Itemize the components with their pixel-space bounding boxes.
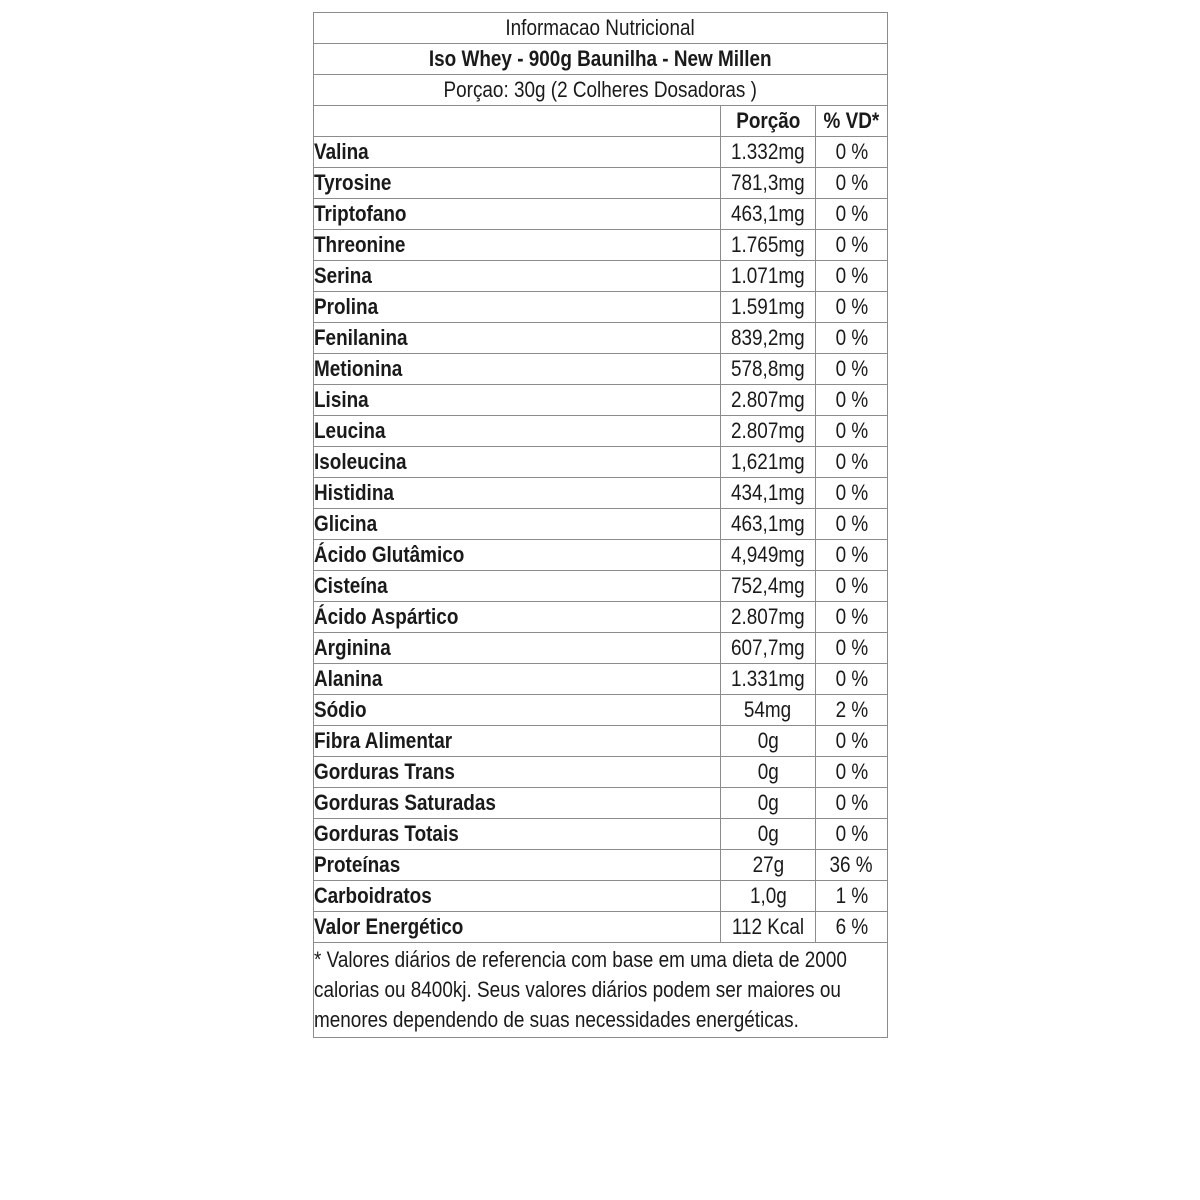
- footnote-text: * Valores diários de referencia com base em uma dieta de 2000 calorias ou 8400kj. Seus valores diários podem ser maiores ou menores dependendo de suas necessidades energéticas.: [314, 947, 847, 1032]
- nutrient-name: Glicina: [314, 511, 378, 536]
- nutrient-amount: 463,1mg: [731, 511, 805, 536]
- nutrient-dv: 0 %: [835, 604, 868, 629]
- nutrient-dv: 0 %: [835, 511, 868, 536]
- nutrient-name: Gorduras Trans: [314, 759, 455, 784]
- nutrient-dv: 0 %: [835, 418, 868, 443]
- nutrient-name: Valina: [314, 139, 369, 164]
- nutrient-amount-cell: [721, 602, 816, 633]
- table-row: [314, 385, 888, 416]
- nutrient-name-cell: [314, 261, 721, 292]
- nutrient-name-cell: [314, 912, 721, 943]
- column-header-row: [314, 106, 888, 137]
- nutrient-amount-cell: [721, 819, 816, 850]
- nutrient-amount-cell: [721, 726, 816, 757]
- nutrient-amount: 607,7mg: [731, 635, 805, 660]
- nutrient-dv: 0 %: [835, 573, 868, 598]
- nutrient-amount-cell: [721, 478, 816, 509]
- nutrient-amount-cell: [721, 664, 816, 695]
- nutrient-name: Gorduras Totais: [314, 821, 459, 846]
- nutrition-table-body: [314, 13, 888, 1038]
- nutrient-name-cell: [314, 757, 721, 788]
- nutrient-amount: 752,4mg: [731, 573, 805, 598]
- title-row: [314, 13, 888, 44]
- nutrient-dv: 0 %: [835, 294, 868, 319]
- nutrient-amount-cell: [721, 571, 816, 602]
- nutrient-name: Fenilanina: [314, 325, 408, 350]
- nutrient-amount-cell: [721, 912, 816, 943]
- nutrient-dv: 0 %: [835, 480, 868, 505]
- nutrient-amount: 1.765mg: [731, 232, 805, 257]
- table-row: [314, 137, 888, 168]
- table-row: [314, 664, 888, 695]
- nutrient-name-cell: [314, 850, 721, 881]
- nutrient-dv: 0 %: [835, 356, 868, 381]
- nutrient-name-cell: [314, 354, 721, 385]
- table-row: [314, 881, 888, 912]
- nutrient-dv: 0 %: [835, 542, 868, 567]
- nutrient-name-cell: [314, 478, 721, 509]
- nutrient-amount-cell: [721, 757, 816, 788]
- nutrient-amount: 0g: [757, 728, 779, 753]
- table-row: [314, 819, 888, 850]
- title-cell: [314, 13, 888, 44]
- nutrient-dv-cell: [816, 912, 888, 943]
- nutrition-facts-table: [313, 12, 888, 1038]
- nutrient-amount-cell: [721, 137, 816, 168]
- table-row: [314, 478, 888, 509]
- nutrient-amount: 1.071mg: [731, 263, 805, 288]
- nutrient-dv: 0 %: [835, 635, 868, 660]
- nutrient-name: Lisina: [314, 387, 369, 412]
- nutrient-amount: 2.807mg: [731, 387, 805, 412]
- table-row: [314, 261, 888, 292]
- nutrient-dv: 0 %: [835, 325, 868, 350]
- product-name: Iso Whey - 900g Baunilha - New Millen: [429, 46, 772, 71]
- nutrient-name-cell: [314, 416, 721, 447]
- nutrient-dv-cell: [816, 168, 888, 199]
- nutrient-dv-cell: [816, 726, 888, 757]
- nutrient-amount: 839,2mg: [731, 325, 805, 350]
- nutrient-name: Histidina: [314, 480, 394, 505]
- nutrient-dv: 0 %: [835, 263, 868, 288]
- nutrient-amount: 54mg: [744, 697, 792, 722]
- nutrient-amount: 0g: [757, 759, 779, 784]
- nutrient-dv: 0 %: [835, 759, 868, 784]
- nutrient-name: Isoleucina: [314, 449, 407, 474]
- nutrient-dv-cell: [816, 788, 888, 819]
- table-row: [314, 509, 888, 540]
- label-title: Informacao Nutricional: [505, 15, 696, 40]
- header-blank-cell: [314, 106, 721, 137]
- nutrient-dv: 0 %: [835, 728, 868, 753]
- nutrient-amount: 0g: [757, 790, 779, 815]
- nutrient-name: Proteínas: [314, 852, 401, 877]
- nutrient-name: Gorduras Saturadas: [314, 790, 496, 815]
- nutrient-name: Alanina: [314, 666, 383, 691]
- nutrient-dv-cell: [816, 540, 888, 571]
- table-row: [314, 571, 888, 602]
- nutrient-dv: 2 %: [835, 697, 868, 722]
- nutrient-dv-cell: [816, 633, 888, 664]
- table-row: [314, 788, 888, 819]
- nutrient-dv-cell: [816, 323, 888, 354]
- table-row: [314, 912, 888, 943]
- nutrient-name-cell: [314, 509, 721, 540]
- table-row: [314, 354, 888, 385]
- nutrient-name-cell: [314, 199, 721, 230]
- nutrient-amount-cell: [721, 168, 816, 199]
- nutrient-dv: 0 %: [835, 387, 868, 412]
- nutrient-dv: 0 %: [835, 201, 868, 226]
- nutrient-dv-cell: [816, 695, 888, 726]
- nutrient-name-cell: [314, 695, 721, 726]
- nutrient-dv-cell: [816, 137, 888, 168]
- nutrient-name: Valor Energético: [314, 914, 464, 939]
- nutrient-dv: 6 %: [835, 914, 868, 939]
- footnote-cell: [314, 943, 888, 1038]
- nutrient-amount-cell: [721, 447, 816, 478]
- nutrient-amount-cell: [721, 850, 816, 881]
- serving-row: [314, 75, 888, 106]
- table-row: [314, 447, 888, 478]
- nutrient-name-cell: [314, 447, 721, 478]
- nutrient-dv-cell: [816, 881, 888, 912]
- nutrient-name: Serina: [314, 263, 372, 288]
- nutrient-name-cell: [314, 168, 721, 199]
- nutrient-name: Sódio: [314, 697, 367, 722]
- nutrient-dv: 0 %: [835, 449, 868, 474]
- nutrient-name-cell: [314, 664, 721, 695]
- nutrient-dv-cell: [816, 819, 888, 850]
- nutrient-name-cell: [314, 819, 721, 850]
- nutrient-dv: 0 %: [835, 232, 868, 257]
- header-portion-cell: [721, 106, 816, 137]
- nutrient-amount-cell: [721, 633, 816, 664]
- nutrient-name-cell: [314, 292, 721, 323]
- nutrient-name: Ácido Glutâmico: [314, 542, 465, 567]
- nutrient-amount: 2.807mg: [731, 604, 805, 629]
- table-row: [314, 602, 888, 633]
- product-row: [314, 44, 888, 75]
- nutrient-name-cell: [314, 881, 721, 912]
- nutrient-name: Arginina: [314, 635, 391, 660]
- column-header-dv: % VD*: [823, 108, 880, 133]
- nutrient-name-cell: [314, 788, 721, 819]
- nutrient-dv: 0 %: [835, 821, 868, 846]
- nutrient-dv: 0 %: [835, 170, 868, 195]
- nutrient-amount-cell: [721, 261, 816, 292]
- nutrient-dv-cell: [816, 230, 888, 261]
- nutrient-dv: 36 %: [829, 852, 874, 877]
- nutrient-amount: 1,621mg: [731, 449, 805, 474]
- nutrient-dv-cell: [816, 292, 888, 323]
- nutrient-amount-cell: [721, 230, 816, 261]
- table-row: [314, 323, 888, 354]
- nutrient-amount-cell: [721, 416, 816, 447]
- nutrient-dv-cell: [816, 354, 888, 385]
- nutrient-amount-cell: [721, 354, 816, 385]
- table-row: [314, 757, 888, 788]
- nutrient-dv-cell: [816, 385, 888, 416]
- nutrient-amount: 1,0g: [749, 883, 787, 908]
- table-row: [314, 850, 888, 881]
- nutrient-name: Metionina: [314, 356, 403, 381]
- nutrient-name-cell: [314, 323, 721, 354]
- table-row: [314, 292, 888, 323]
- nutrient-dv: 0 %: [835, 790, 868, 815]
- nutrient-dv-cell: [816, 602, 888, 633]
- product-cell: [314, 44, 888, 75]
- serving-size: Porçao: 30g (2 Colheres Dosadoras ): [443, 77, 758, 102]
- nutrient-amount-cell: [721, 199, 816, 230]
- nutrient-dv: 0 %: [835, 666, 868, 691]
- nutrient-name-cell: [314, 230, 721, 261]
- nutrient-amount: 781,3mg: [731, 170, 805, 195]
- table-row: [314, 168, 888, 199]
- nutrient-amount: 1.332mg: [731, 139, 805, 164]
- nutrient-dv-cell: [816, 664, 888, 695]
- nutrient-amount-cell: [721, 385, 816, 416]
- nutrient-amount: 0g: [757, 821, 779, 846]
- table-row: [314, 726, 888, 757]
- nutrient-amount-cell: [721, 540, 816, 571]
- table-row: [314, 540, 888, 571]
- nutrient-amount: 4,949mg: [731, 542, 805, 567]
- nutrient-name-cell: [314, 726, 721, 757]
- nutrient-name-cell: [314, 385, 721, 416]
- nutrient-name: Triptofano: [314, 201, 407, 226]
- table-row: [314, 230, 888, 261]
- footnote-row: [314, 943, 888, 1038]
- nutrient-name: Prolina: [314, 294, 379, 319]
- nutrient-amount: 463,1mg: [731, 201, 805, 226]
- nutrient-amount-cell: [721, 292, 816, 323]
- nutrient-dv-cell: [816, 199, 888, 230]
- nutrient-amount: 1.591mg: [731, 294, 805, 319]
- nutrient-name: Leucina: [314, 418, 386, 443]
- nutrient-dv: 1 %: [835, 883, 868, 908]
- nutrient-amount-cell: [721, 788, 816, 819]
- nutrient-dv-cell: [816, 416, 888, 447]
- nutrient-name: Carboidratos: [314, 883, 432, 908]
- nutrient-amount: 1.331mg: [731, 666, 805, 691]
- table-row: [314, 633, 888, 664]
- table-row: [314, 416, 888, 447]
- nutrient-name-cell: [314, 540, 721, 571]
- nutrient-dv-cell: [816, 509, 888, 540]
- column-header-portion: Porção: [735, 108, 801, 133]
- nutrient-amount-cell: [721, 695, 816, 726]
- nutrient-amount: 434,1mg: [731, 480, 805, 505]
- nutrient-name: Tyrosine: [314, 170, 392, 195]
- table-row: [314, 199, 888, 230]
- nutrient-name: Fibra Alimentar: [314, 728, 453, 753]
- nutrient-amount-cell: [721, 323, 816, 354]
- nutrient-amount-cell: [721, 509, 816, 540]
- header-dv-cell: [816, 106, 888, 137]
- nutrient-name: Threonine: [314, 232, 406, 257]
- nutrient-name: Ácido Aspártico: [314, 604, 459, 629]
- nutrient-dv-cell: [816, 571, 888, 602]
- nutrient-amount: 27g: [752, 852, 784, 877]
- nutrient-name: Cisteína: [314, 573, 388, 598]
- serving-cell: [314, 75, 888, 106]
- nutrient-dv-cell: [816, 478, 888, 509]
- nutrient-name-cell: [314, 571, 721, 602]
- nutrient-dv-cell: [816, 447, 888, 478]
- nutrient-amount: 578,8mg: [731, 356, 805, 381]
- nutrient-dv-cell: [816, 757, 888, 788]
- nutrient-dv-cell: [816, 850, 888, 881]
- nutrient-name-cell: [314, 633, 721, 664]
- nutrient-dv-cell: [816, 261, 888, 292]
- nutrient-amount-cell: [721, 881, 816, 912]
- nutrient-amount: 112 Kcal: [731, 914, 805, 939]
- nutrient-name-cell: [314, 602, 721, 633]
- table-row: [314, 695, 888, 726]
- nutrient-dv: 0 %: [835, 139, 868, 164]
- nutrient-amount: 2.807mg: [731, 418, 805, 443]
- nutrient-name-cell: [314, 137, 721, 168]
